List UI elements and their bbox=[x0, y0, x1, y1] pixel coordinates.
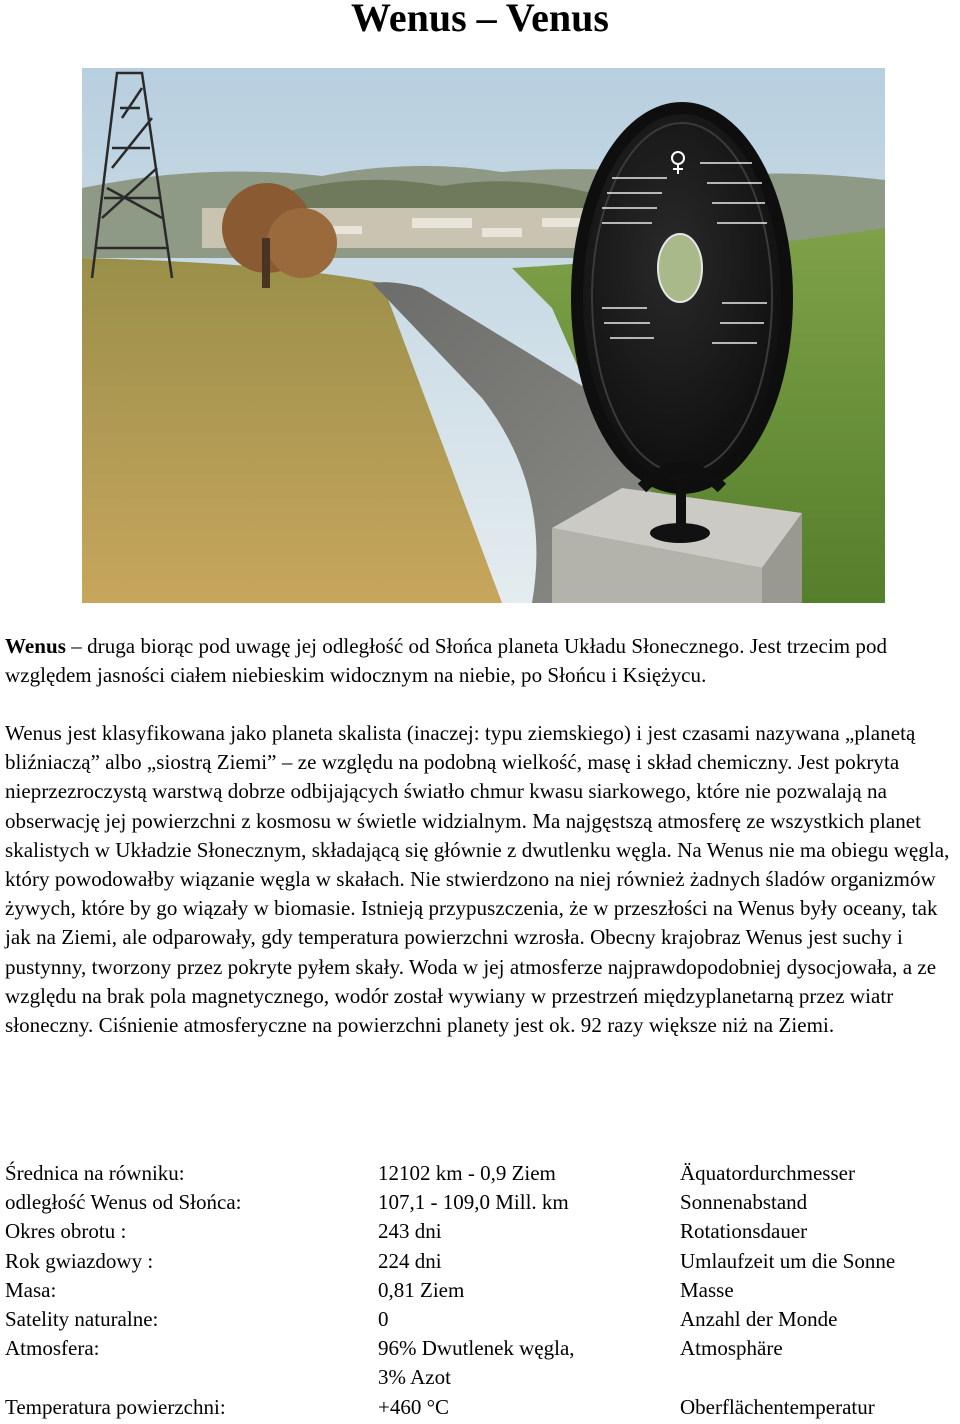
fact-label: Temperatura powierzchni: bbox=[5, 1394, 226, 1419]
facts-row bbox=[5, 1276, 955, 1305]
fact-label: odległość Wenus od Słońca: bbox=[5, 1190, 242, 1215]
facts-table bbox=[5, 1159, 955, 1422]
facts-row bbox=[5, 1334, 955, 1363]
fact-label: Masa: bbox=[5, 1277, 57, 1302]
facts-row bbox=[5, 1188, 955, 1217]
fact-value: 224 dni bbox=[378, 1248, 442, 1273]
intro-term: Wenus bbox=[5, 634, 66, 658]
fact-german-label: Umlaufzeit um die Sonne bbox=[680, 1248, 896, 1273]
fact-label: Atmosfera: bbox=[5, 1336, 100, 1361]
fact-german-label: Sonnenabstand bbox=[680, 1190, 808, 1215]
fact-label: Satelity naturalne: bbox=[5, 1307, 159, 1332]
fact-value: 96% Dwutlenek węgla, bbox=[378, 1336, 575, 1361]
fact-german-label: Anzahl der Monde bbox=[680, 1307, 838, 1332]
fact-german-label: Oberflächentemperatur bbox=[680, 1394, 875, 1419]
fact-value: 107,1 - 109,0 Mill. km bbox=[378, 1190, 569, 1215]
fact-value: 12102 km - 0,9 Ziem bbox=[378, 1161, 556, 1185]
facts-row bbox=[5, 1159, 955, 1188]
facts-row bbox=[5, 1305, 955, 1334]
facts-row bbox=[5, 1363, 955, 1392]
fact-label bbox=[5, 1363, 378, 1392]
fact-label: Rok gwiazdowy : bbox=[5, 1248, 154, 1273]
facts-row bbox=[5, 1393, 955, 1422]
fact-value: +460 °C bbox=[378, 1394, 449, 1419]
fact-value: 243 dni bbox=[378, 1219, 442, 1244]
fact-label: Okres obrotu : bbox=[5, 1219, 127, 1244]
fact-value: 0,81 Ziem bbox=[378, 1277, 465, 1302]
facts-row bbox=[5, 1247, 955, 1276]
body-paragraph: Wenus jest klasyfikowana jako planeta skalista (inaczej: typu ziemskiego) i jest czasami nazywana „planetą bliźniaczą” albo „siostrą Ziemi” – ze względu na podobną wielkość, masę i skład chemiczny. Jest pokryta nieprzezroczystą warstwą dobrze odbijających światło chmur kwasu siarkowego, które nie pozwalają na obserwację jej powierzchni z kosmosu w świetle widzialnym. Ma najgęstszą atmosferę ze wszystkich planet skalistych w Układzie Słonecznym, składającą się głównie z dwutlenku węgla. Na Wenus nie ma obiegu węgla, który powodowałby wiązanie węgla w skałach. Nie stwierdzono na niej również żadnych śladów organizmów żywych, które by go wiązały w biomasie. Istnieją przypuszczenia, że w przeszłości na Wenus były oceany, tak jak na Ziemi, ale odparowały, gdy temperatura powierzchni wzrosła. Obecny krajobraz Wenus jest suchy i pustynny, tworzony przez pokryte pyłem skały. Woda w jej atmosferze najprawdopodobniej dysocjowała, a ze względu na brak pola magnetycznego, wodór został wywiany w przestrzeń międzyplanetarną przez wiatr słoneczny. Ciśnienie atmosferyczne na powierzchni planety jest ok. 92 razy większe niż na Ziemi. bbox=[5, 721, 950, 1038]
fact-german-label bbox=[680, 1363, 955, 1392]
fact-german-label: Masse bbox=[680, 1277, 734, 1302]
venus-monument-photo bbox=[82, 68, 885, 603]
fact-value: 0 bbox=[378, 1307, 389, 1332]
facts-row bbox=[5, 1217, 955, 1246]
fact-label: Średnica na równiku: bbox=[5, 1161, 185, 1185]
page-title: Wenus – Venus bbox=[351, 0, 609, 40]
intro-paragraph bbox=[5, 632, 960, 690]
fact-value: 3% Azot bbox=[378, 1365, 451, 1390]
intro-text: – druga biorąc pod uwagę jej odległość od Słońca planeta Układu Słonecznego. Jest trzecim pod względem jasności ciałem niebieskim widocznym na niebie, po Słońcu i Księżycu. bbox=[5, 634, 888, 688]
fact-german-label: Rotationsdauer bbox=[680, 1219, 808, 1244]
fact-german-label: Atmosphäre bbox=[680, 1336, 783, 1361]
fact-german-label: Äquatordurchmesser bbox=[680, 1161, 855, 1185]
